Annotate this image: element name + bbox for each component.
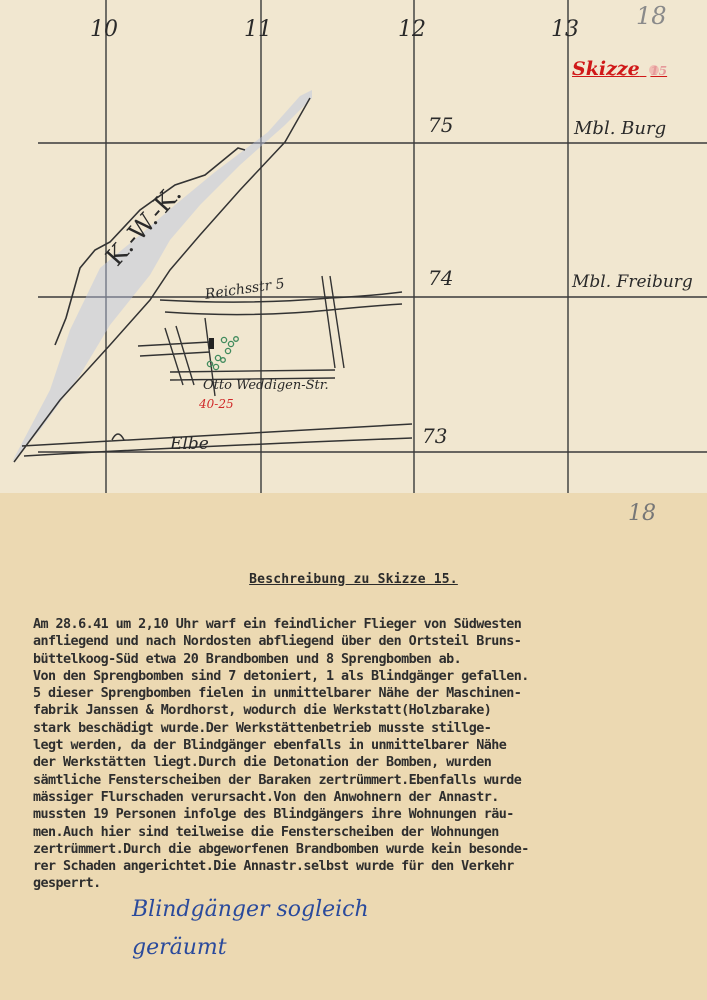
grid-label-13: 13 bbox=[551, 17, 579, 42]
description-body bbox=[33, 616, 693, 893]
description-line: rer Schaden angerichtet.Die Annastr.selbst wurde für den Verkehr bbox=[33, 859, 514, 875]
handwritten-note bbox=[132, 891, 369, 967]
red-mark-label: 40-25 bbox=[199, 397, 234, 411]
description-sheet bbox=[0, 493, 707, 1000]
page-number-top: 18 bbox=[636, 2, 667, 30]
description-line: 5 dieser Sprengbomben fielen in unmittelbarer Nähe der Maschinen- bbox=[33, 686, 522, 702]
page-number-bottom: 18 bbox=[628, 501, 656, 526]
side-road-east bbox=[322, 276, 344, 368]
grid-label-10: 10 bbox=[90, 17, 118, 42]
description-line: legt werden, da der Blindgänger ebenfalls in unmittelbarer Nähe bbox=[33, 738, 507, 754]
description-line: sämtliche Fensterscheiben der Baraken zertrümmert.Ebenfalls wurde bbox=[33, 772, 522, 788]
description-line: büttelkoog-Süd etwa 20 Brandbomben und 8 Sprengbomben ab. bbox=[33, 651, 462, 667]
grid-label-73: 73 bbox=[422, 424, 448, 448]
reichsstr-road bbox=[160, 292, 402, 315]
handwritten-note-line: geräumt bbox=[132, 935, 227, 960]
description-line: gesperrt. bbox=[33, 876, 101, 892]
description-line: anfliegend und nach Nordosten abfliegend über den Ortsteil Bruns- bbox=[33, 634, 522, 650]
elbe-river bbox=[22, 424, 412, 456]
description-line: mässiger Flurschaden verursacht.Von den Anwohnern der Annastr. bbox=[33, 789, 499, 805]
otto-weddigen-label: Otto Weddigen-Str. bbox=[203, 378, 329, 393]
map-sheet-freiburg: Mbl. Freiburg bbox=[572, 272, 693, 292]
description-line: fabrik Janssen & Mordhorst, wodurch die Werkstatt(Holzbarake) bbox=[33, 703, 492, 719]
canal-label: K.-W.-K. bbox=[100, 179, 188, 272]
grid-label-11: 11 bbox=[244, 17, 272, 42]
sketch-title-text: Skizze bbox=[572, 58, 640, 80]
grid-label-12: 12 bbox=[398, 17, 426, 42]
description-title: Beschreibung zu Skizze 15. bbox=[249, 572, 458, 587]
description-line: mussten 19 Personen infolge des Blindgängers ihre Wohnungen räu- bbox=[33, 807, 514, 823]
reichsstr-label: Reichsstr 5 bbox=[204, 275, 286, 303]
handwritten-note-line: Blindgänger sogleich bbox=[132, 897, 369, 922]
map-sheet-burg: Mbl. Burg bbox=[574, 118, 667, 139]
blindganger-marker bbox=[209, 338, 214, 349]
sketch-sheet bbox=[0, 0, 707, 493]
sketch-title bbox=[572, 58, 667, 80]
description-line: Am 28.6.41 um 2,10 Uhr warf ein feindlicher Flieger von Südwesten bbox=[33, 617, 522, 632]
elbe-label: Elbe bbox=[170, 434, 209, 454]
canal-shading bbox=[12, 90, 312, 462]
grid-label-74: 74 bbox=[428, 266, 454, 290]
description-line: zertrümmert.Durch die abgeworfenen Brandbomben wurde kein besonde- bbox=[33, 841, 529, 857]
description-line: stark beschädigt wurde.Der Werkstättenbetrieb musste stillge- bbox=[33, 720, 492, 736]
description-line: Von den Sprengbomben sind 7 detoniert, 1 als Blindgänger gefallen. bbox=[33, 668, 529, 684]
description-line: men.Auch hier sind teilweise die Fensterscheiben der Wohnungen bbox=[33, 824, 499, 840]
sketch-title-mark: 15 bbox=[650, 64, 668, 78]
grid-label-75: 75 bbox=[428, 113, 454, 137]
description-line: der Werkstätten liegt.Durch die Detonation der Bomben, wurden bbox=[33, 755, 492, 771]
